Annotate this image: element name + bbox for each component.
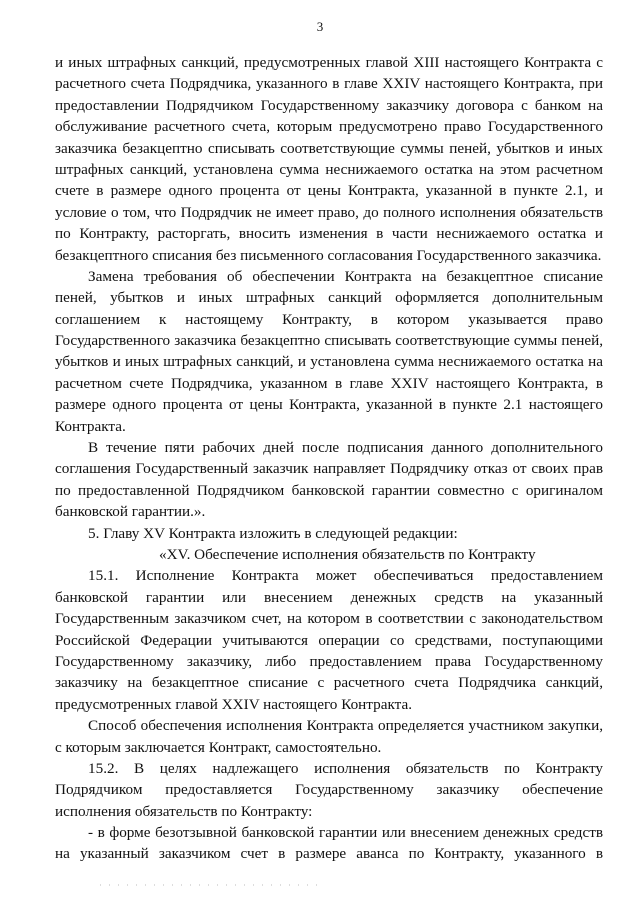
text-line: предусмотренных главой XXIV настоящего Контракта. xyxy=(55,695,412,713)
text-line: безакцептного списания без письменного согласования Государственного заказчика. xyxy=(55,246,602,264)
text-line: Российской Федерации учитываются операции со средствами, поступающими xyxy=(55,631,603,649)
text-line: на указанный заказчиком счет в размере аванса по Контракту, указанного в xyxy=(55,845,603,863)
text-line: убытков и иных штрафных санкций, и установлена сумма неснижаемого остатка на xyxy=(55,353,603,371)
text-line: условие о том, что Подрядчик не имеет право, до полного исполнения обязательств xyxy=(55,203,603,221)
scan-artifact xyxy=(100,884,320,886)
text-line: 15.1. Исполнение Контракта может обеспечиваться предоставлением xyxy=(88,567,603,585)
text-line: Способ обеспечения исполнения Контракта определяется участником закупки, xyxy=(88,717,603,735)
document-body xyxy=(55,52,603,865)
text-line: расчетном счете Подрядчика, указанном в главе XXIV настоящего Контракта, в xyxy=(55,374,603,392)
text-line: обслуживание расчетного счета, которым предусмотрено право Государственного xyxy=(55,118,603,136)
text-line: - в форме безотзывной банковской гарантии или внесением денежных средств xyxy=(88,824,603,842)
text-line: по предоставленной Подрядчиком банковской гарантии совместно с оригиналом xyxy=(55,481,603,499)
text-line: банковской гарантии или внесением денежных средств на указанный xyxy=(55,588,603,606)
text-line: и иных штрафных санкций, предусмотренных главой XIII настоящего Контракта с xyxy=(55,54,603,71)
text-line: размере одного процента от цены Контракта, указанной в пункте 2.1 настоящего xyxy=(55,396,603,414)
text-line: расчетного счета Подрядчика, указанного в главе XXIV настоящего Контракта, при xyxy=(55,75,603,93)
text-line: с которым заключается Контракт, самостоятельно. xyxy=(55,738,382,756)
text-line: В течение пяти рабочих дней после подписания данного дополнительного xyxy=(88,439,603,457)
text-line: 5. Главу XV Контракта изложить в следующей редакции: xyxy=(88,524,458,542)
text-line: по Контракту, расторгать, вносить изменения в части неснижаемого остатка и xyxy=(55,225,603,243)
text-line: соглашения Государственный заказчик направляет Подрядчику отказ от своих прав xyxy=(55,460,603,478)
text-line: Государственным заказчиком счет, на котором в соответствии с законодательством xyxy=(55,610,603,628)
text-line: Государственному заказчику, либо предоставлением права Государственному xyxy=(55,652,603,670)
text-line: соглашением к настоящему Контракту, в котором указывается право xyxy=(55,310,603,328)
text-line: Государственного заказчика безакцептно списывать соответствующие суммы пеней, xyxy=(55,332,603,350)
text-line: штрафных санкций, установлена сумма неснижаемого остатка на этом расчетном xyxy=(55,160,603,178)
text-line: 15.2. В целях надлежащего исполнения обязательств по Контракту xyxy=(88,759,603,777)
text-line: счете в размере одного процента от цены Контракта, указанной в пункте 2.1, и xyxy=(55,182,603,200)
text-line: Подрядчиком предоставляется Государственному заказчику обеспечение xyxy=(55,781,603,799)
text-line: заказчику на безакцептное списание с расчетного счета Подрядчика санкций, xyxy=(55,674,603,692)
text-line: предоставлении Подрядчиком Государственному заказчику договора с банком на xyxy=(55,96,603,114)
text-line: Замена требования об обеспечении Контракта на безакцептное списание xyxy=(88,267,603,285)
text-line: исполнения обязательств по Контракту: xyxy=(55,802,313,820)
text-line: банковской гарантии.». xyxy=(55,503,206,521)
text-line: Контракта. xyxy=(55,417,126,435)
text-line: «XV. Обеспечение исполнения обязательств по Контракту xyxy=(159,545,536,563)
page-number: 3 xyxy=(316,19,324,34)
text-line: пеней, убытков и иных штрафных санкций оформляется дополнительным xyxy=(55,289,603,307)
text-line: заказчика безакцептно списывать соответствующие суммы пеней, убытков и иных xyxy=(55,139,603,157)
